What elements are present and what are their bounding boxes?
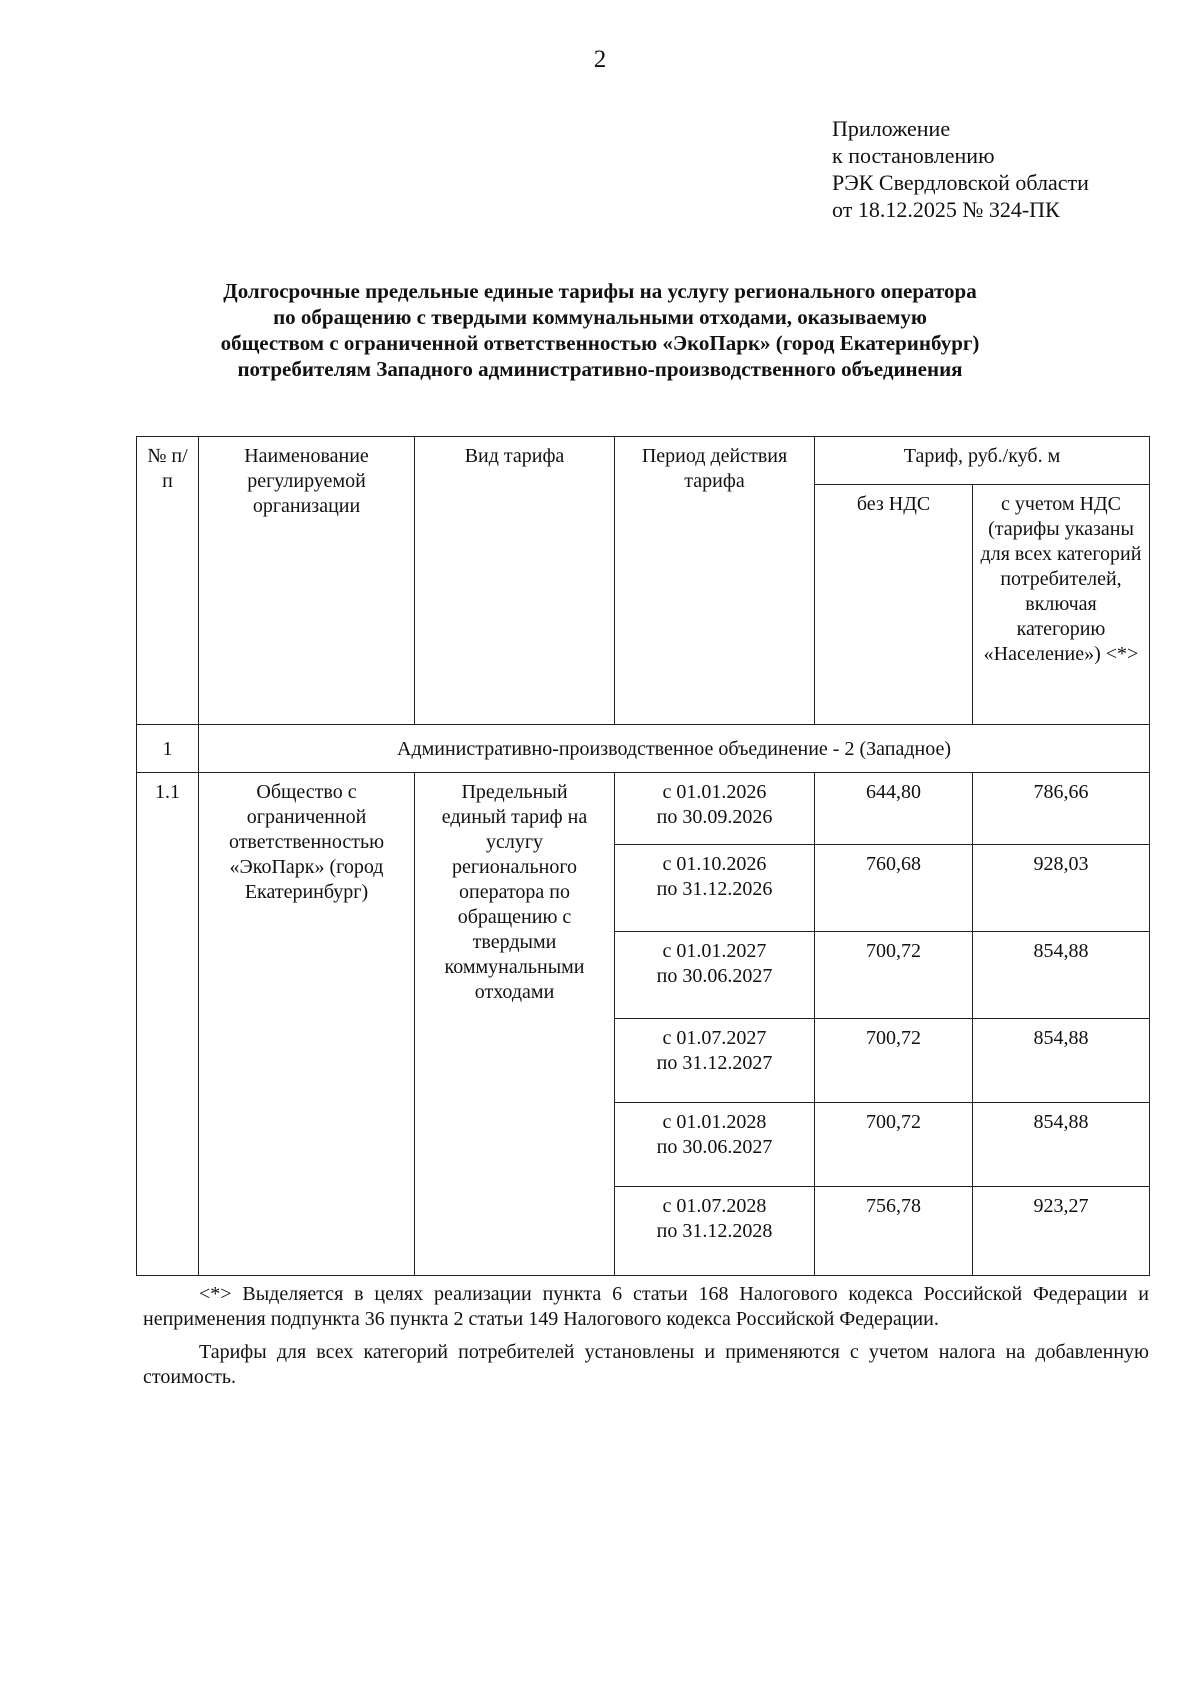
tariff-table [136,436,1150,1276]
period-cell [615,932,815,1019]
header-row [137,437,1150,485]
value-with-vat: 923,27 [973,1187,1150,1276]
period-cell [615,845,815,932]
page-number: 2 [593,46,607,73]
period-from: с 01.01.2028 [662,1111,767,1133]
period-from: с 01.10.2026 [662,853,767,875]
entry-org: Общество с ограниченной ответственностью «ЭкоПарк» (город Екатеринбург) [199,773,415,1276]
header-period: Период действия тарифа [615,437,815,725]
vat-note-text: Тарифы для всех категорий потребителей установлены и применяются с учетом налога на добавленную стоимость. [143,1341,1149,1388]
appendix-line: РЭК Свердловской области [832,170,1089,195]
header-tariff: Тариф, руб./куб. м [815,437,1150,485]
group-label: Административно-производственное объединение - 2 (Западное) [199,725,1150,773]
title-line: Долгосрочные предельные единые тарифы на услугу регионального оператора [223,279,977,303]
period-to: по 30.09.2026 [656,806,773,828]
period-cell [615,1103,815,1187]
appendix-block [832,115,1089,223]
appendix-line: Приложение [832,116,951,141]
period-to: по 31.12.2027 [656,1052,773,1074]
value-with-vat: 786,66 [973,773,1150,845]
period-cell [615,1019,815,1103]
period-from: с 01.07.2028 [662,1195,767,1217]
value-with-vat: 854,88 [973,932,1150,1019]
value-with-vat: 928,03 [973,845,1150,932]
footnote-text: <*> Выделяется в целях реализации пункта 6 статьи 168 Налогового кодекса Российской Федерации и неприменения подпункта 36 пункта 2 статьи 149 Налогового кодекса Российской Федерации. [143,1283,1149,1330]
period-to: по 30.06.2027 [656,965,773,987]
group-row [137,725,1150,773]
group-num: 1 [137,725,199,773]
period-to: по 31.12.2028 [656,1220,773,1242]
appendix-line: от 18.12.2025 № 324-ПК [832,197,1060,222]
value-no-vat: 700,72 [815,1019,973,1103]
value-no-vat: 700,72 [815,1103,973,1187]
value-no-vat: 644,80 [815,773,973,845]
period-cell [615,1187,815,1276]
period-from: с 01.01.2027 [662,940,767,962]
value-with-vat: 854,88 [973,1019,1150,1103]
notes-block [143,1282,1149,1398]
document-title [150,278,1050,382]
entry-num: 1.1 [137,773,199,1276]
value-no-vat: 760,68 [815,845,973,932]
period-from: с 01.01.2026 [662,781,767,803]
title-line: потребителям Западного административно-производственного объединения [237,357,963,381]
period-cell [615,773,815,845]
table-row [137,773,1150,845]
title-line: по обращению с твердыми коммунальными отходами, оказываемую [273,305,927,329]
entry-type: Предельный единый тариф на услугу регионального оператора по обращению с твердыми коммунальными отходами [415,773,615,1276]
header-with-vat: с учетом НДС (тарифы указаны для всех категорий потребителей, включая категорию «Население») <*> [973,485,1150,725]
period-from: с 01.07.2027 [662,1027,767,1049]
header-org: Наименование регулируемой организации [199,437,415,725]
header-type: Вид тарифа [415,437,615,725]
header-num: № п/п [137,437,199,725]
period-to: по 31.12.2026 [656,878,773,900]
value-with-vat: 854,88 [973,1103,1150,1187]
value-no-vat: 700,72 [815,932,973,1019]
title-line: обществом с ограниченной ответственностью «ЭкоПарк» (город Екатеринбург) [220,331,980,355]
header-no-vat: без НДС [815,485,973,725]
appendix-line: к постановлению [832,143,995,168]
period-to: по 30.06.2027 [656,1136,773,1158]
value-no-vat: 756,78 [815,1187,973,1276]
